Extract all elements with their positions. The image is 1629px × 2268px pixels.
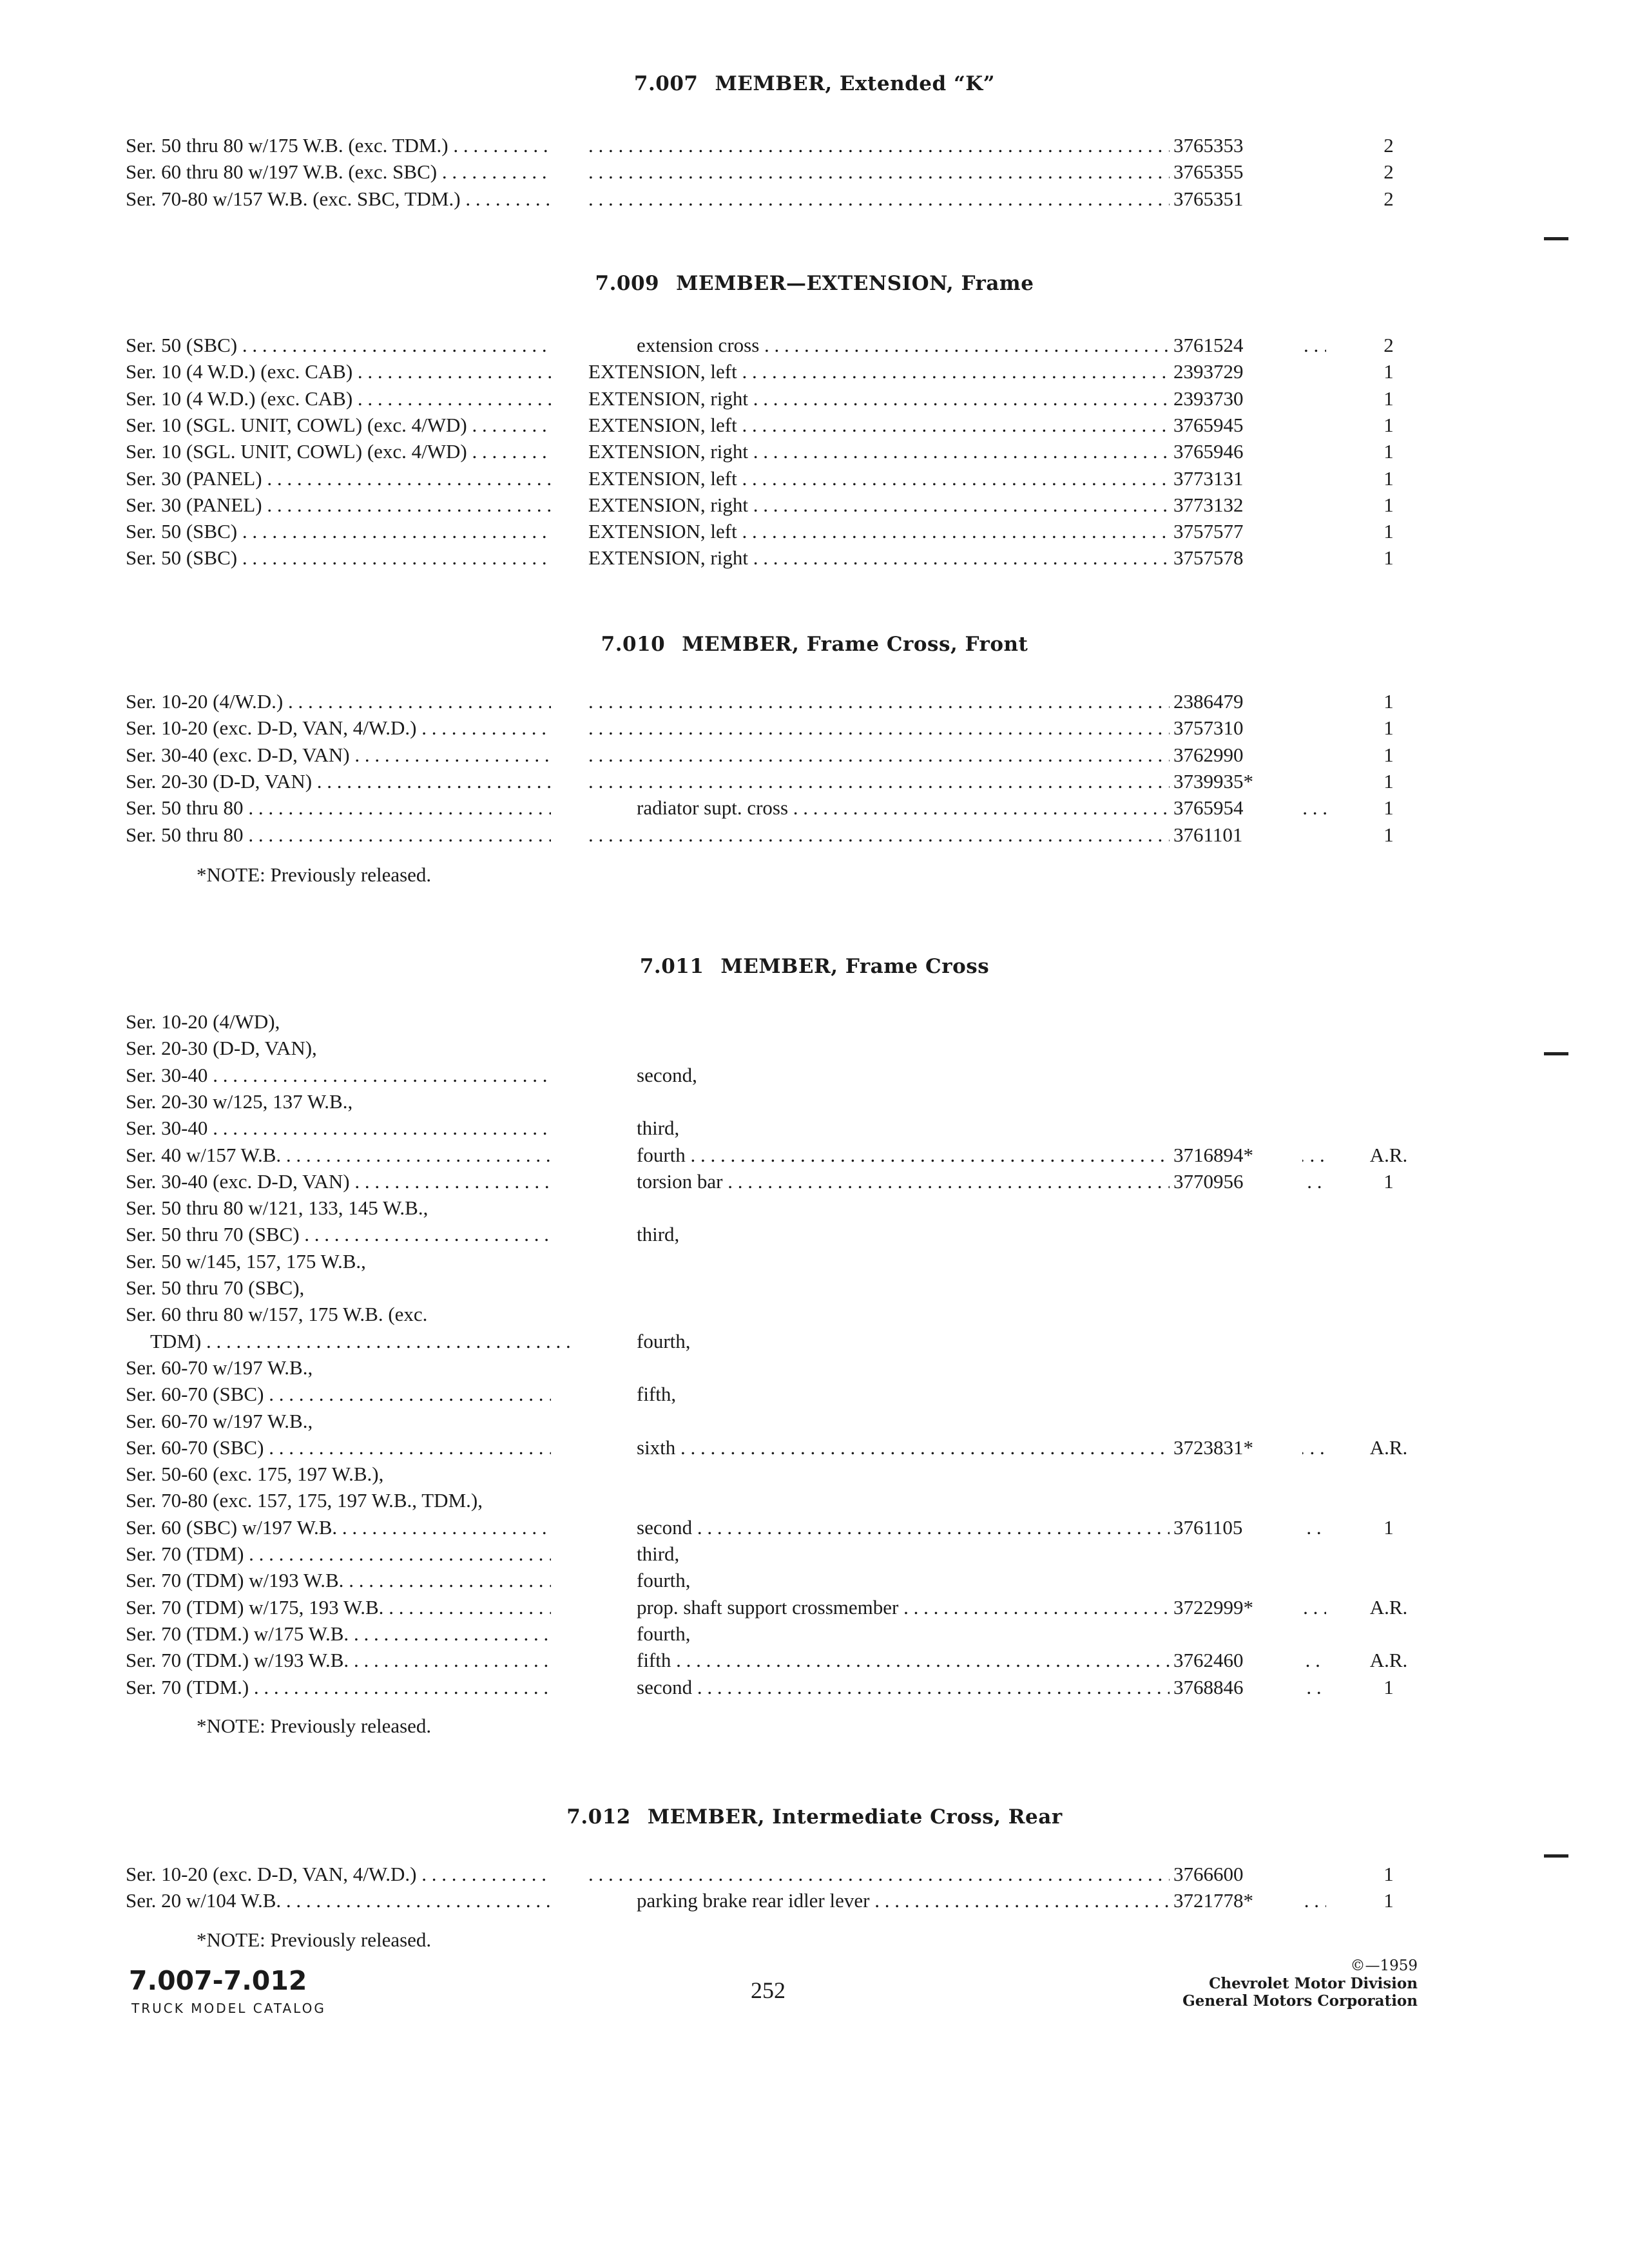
section-number: 7.009: [595, 272, 660, 295]
series-cell: Ser. 10-20 (exc. D-D, VAN, 4/W.D.) . . .: [126, 1861, 551, 1887]
quantity-cell: A.R.: [1369, 1595, 1408, 1619]
description-cell: third,: [637, 1117, 680, 1140]
table-row: [126, 768, 1414, 794]
series-cell: Ser. 30-40 . . .: [126, 1062, 551, 1088]
series-cell: Ser. 20-30 w/125, 137 W.B.,: [126, 1090, 353, 1113]
quantity-cell: A.R.: [1369, 1143, 1408, 1166]
table-row: [126, 1195, 1414, 1221]
series-cell: Ser. 70 (TDM) w/175, 193 W.B. . . .: [126, 1594, 551, 1620]
series-cell: Ser. 10-20 (4/WD),: [126, 1010, 280, 1033]
description-cell: fifth,: [637, 1383, 677, 1406]
table-row: [126, 1674, 1414, 1700]
description-cell: EXTENSION, right . . .: [588, 385, 1278, 412]
table-row: [126, 1142, 1414, 1168]
quantity-cell: 1: [1383, 520, 1394, 543]
table-row: [126, 1221, 1414, 1247]
part-number-cell: 2393729: [1170, 358, 1302, 385]
table-row: [126, 822, 1414, 848]
quantity-cell: 1: [1383, 1863, 1394, 1885]
series-cell: Ser. 60 thru 80 w/157, 175 W.B. (exc.: [126, 1303, 428, 1326]
quantity-cell: 2: [1383, 160, 1394, 184]
part-number-cell: 3765945: [1170, 412, 1302, 438]
series-cell: Ser. 20 w/104 W.B. . . .: [126, 1887, 551, 1914]
table-row: [126, 332, 1414, 358]
table-row: [126, 1168, 1414, 1195]
part-number-cell: 3723831*: [1170, 1434, 1302, 1461]
part-number-cell: 3739935*: [1170, 768, 1302, 794]
part-number-cell: 3773132: [1170, 492, 1302, 518]
section-heading: MEMBER, Intermediate Cross, Rear: [647, 1805, 1063, 1829]
description-cell: EXTENSION, left . . .: [588, 518, 1278, 544]
table-row: [126, 742, 1414, 768]
series-cell: Ser. 10-20 (4/W.D.) . . .: [126, 688, 551, 715]
section-title-7-011: [0, 955, 1629, 978]
table-row: [126, 794, 1414, 821]
part-number-cell: 3762990: [1170, 742, 1302, 768]
table-row: [126, 1008, 1414, 1035]
part-number-cell: 3716894*: [1170, 1142, 1302, 1168]
footer-section-code: 7.007-7.012: [129, 1965, 307, 1996]
table-row: [126, 1541, 1414, 1567]
section-number: 7.011: [639, 955, 704, 978]
table-row: [126, 1514, 1414, 1541]
series-cell: Ser. 70 (TDM) w/193 W.B. . . .: [126, 1567, 551, 1593]
table-row: [126, 132, 1414, 159]
table-row: [126, 715, 1414, 741]
series-cell: Ser. 50 thru 70 (SBC) . . .: [126, 1221, 551, 1247]
description-cell: fourth . . .: [637, 1142, 1326, 1168]
table-row: [126, 1647, 1414, 1673]
series-cell: Ser. 70 (TDM.) . . .: [126, 1674, 551, 1700]
table-row: [126, 186, 1414, 212]
table-row: [126, 1620, 1414, 1647]
part-number-cell: 3770956: [1170, 1168, 1302, 1195]
table-row: [126, 159, 1414, 185]
table-row: [126, 1301, 1414, 1327]
corporation-name: General Motors Corporation: [1182, 1992, 1418, 2010]
margin-mark: [1544, 237, 1568, 240]
quantity-cell: 1: [1383, 413, 1394, 436]
section-heading: MEMBER, Frame Cross, Front: [682, 633, 1028, 656]
section-heading: MEMBER, Extended “K”: [715, 72, 996, 95]
series-cell: Ser. 50 thru 80 . . .: [126, 822, 551, 848]
part-number-cell: 3765954: [1170, 794, 1302, 821]
description-cell: EXTENSION, right . . .: [588, 544, 1278, 571]
table-row: [126, 438, 1414, 465]
table-row: [126, 1487, 1414, 1514]
series-cell: Ser. 10-20 (exc. D-D, VAN, 4/W.D.) . . .: [126, 715, 551, 741]
part-number-cell: 3765355: [1170, 159, 1302, 185]
series-cell: Ser. 50 (SBC) . . .: [126, 332, 551, 358]
section-title-7-009: [0, 272, 1629, 295]
series-cell: Ser. 10 (SGL. UNIT, COWL) (exc. 4/WD) . . .: [126, 412, 551, 438]
series-cell: Ser. 70-80 w/157 W.B. (exc. SBC, TDM.) . . .: [126, 186, 551, 212]
description-cell: second,: [637, 1063, 697, 1086]
quantity-cell: 1: [1383, 440, 1394, 463]
series-cell: Ser. 40 w/157 W.B. . . .: [126, 1142, 551, 1168]
quantity-cell: 1: [1383, 690, 1394, 713]
quantity-cell: 1: [1383, 1675, 1394, 1698]
quantity-cell: 1: [1383, 387, 1394, 410]
copyright: ©—1959: [1350, 1957, 1418, 1974]
part-number-cell: 3757310: [1170, 715, 1302, 741]
quantity-cell: 1: [1383, 1889, 1394, 1912]
margin-mark: [1544, 1052, 1568, 1055]
quantity-cell: 2: [1383, 187, 1394, 210]
section-number: 7.007: [633, 72, 699, 95]
table-row: [126, 465, 1414, 492]
footer-publisher: [1083, 1957, 1418, 2010]
part-number-cell: 3762460: [1170, 1647, 1302, 1673]
quantity-cell: 1: [1383, 769, 1394, 793]
series-cell: Ser. 50 (SBC) . . .: [126, 518, 551, 544]
table-row: [126, 1274, 1414, 1301]
table-row: [126, 492, 1414, 518]
table-row: [126, 1594, 1414, 1620]
section-number: 7.012: [566, 1805, 631, 1829]
table-row: [126, 1461, 1414, 1487]
description-cell: sixth . . .: [637, 1434, 1326, 1461]
part-number-cell: 3766600: [1170, 1861, 1302, 1887]
table-row: [126, 1354, 1414, 1381]
description-cell: fourth,: [637, 1569, 691, 1592]
description-cell: fourth,: [637, 1622, 691, 1645]
series-cell: Ser. 20-30 (D-D, VAN) . . .: [126, 768, 551, 794]
table-row: [126, 1861, 1414, 1887]
series-cell: Ser. 50 thru 70 (SBC),: [126, 1276, 305, 1299]
page-number: 252: [751, 1977, 786, 2003]
table-row: [126, 1408, 1414, 1434]
series-cell: Ser. 60 thru 80 w/197 W.B. (exc. SBC) . . .: [126, 159, 551, 185]
quantity-cell: A.R.: [1369, 1649, 1408, 1672]
quantity-cell: 1: [1383, 716, 1394, 740]
series-cell: Ser. 70 (TDM) . . .: [126, 1541, 551, 1567]
quantity-cell: 2: [1383, 334, 1394, 356]
description-cell: EXTENSION, right . . .: [588, 438, 1278, 465]
quantity-cell: 1: [1383, 1515, 1394, 1539]
series-cell: Ser. 10 (4 W.D.) (exc. CAB) . . .: [126, 385, 551, 412]
table-row: [126, 518, 1414, 544]
table-row: [126, 1328, 1414, 1354]
description-cell: extension cross . . .: [637, 332, 1326, 358]
part-number-cell: 3761101: [1170, 822, 1302, 848]
series-cell: Ser. 30-40 (exc. D-D, VAN) . . .: [126, 742, 551, 768]
series-cell: Ser. 50 thru 80 . . .: [126, 794, 551, 821]
quantity-cell: 1: [1383, 1169, 1394, 1193]
series-cell: Ser. 30 (PANEL) . . .: [126, 465, 551, 492]
series-cell: Ser. 70 (TDM.) w/175 W.B. . . .: [126, 1620, 551, 1647]
series-cell: Ser. 70-80 (exc. 157, 175, 197 W.B., TDM.),: [126, 1489, 483, 1512]
footnote-7-011: *NOTE: Previously released.: [197, 1715, 432, 1737]
part-number-cell: 3722999*: [1170, 1594, 1302, 1620]
part-number-cell: 3765946: [1170, 438, 1302, 465]
description-cell: EXTENSION, left . . .: [588, 358, 1278, 385]
margin-mark: [1544, 1854, 1568, 1858]
section-heading: MEMBER, Frame Cross: [720, 955, 990, 978]
series-cell: Ser. 30 (PANEL) . . .: [126, 492, 551, 518]
series-cell: Ser. 30-40 (exc. D-D, VAN) . . .: [126, 1168, 551, 1195]
description-cell: third,: [637, 1542, 680, 1565]
description-cell: fifth . . .: [637, 1647, 1326, 1673]
table-row: [126, 1248, 1414, 1274]
division-name: Chevrolet Motor Division: [1209, 1975, 1418, 1992]
description-cell: second . . .: [637, 1674, 1326, 1700]
footnote-7-012: *NOTE: Previously released.: [197, 1928, 432, 1951]
series-cell: Ser. 60-70 (SBC) . . .: [126, 1381, 551, 1407]
description-cell: parking brake rear idler lever . . .: [637, 1887, 1326, 1914]
table-row: [126, 1887, 1414, 1914]
part-number-cell: 3765353: [1170, 132, 1302, 159]
table-row: [126, 544, 1414, 571]
description-cell: prop. shaft support crossmember . . .: [637, 1594, 1326, 1620]
table-row: [126, 385, 1414, 412]
description-cell: EXTENSION, right . . .: [588, 492, 1278, 518]
quantity-cell: 1: [1383, 743, 1394, 766]
table-row: [126, 1062, 1414, 1088]
quantity-cell: 2: [1383, 134, 1394, 157]
table-row: [126, 412, 1414, 438]
series-cell: Ser. 30-40 . . .: [126, 1115, 551, 1141]
part-number-cell: 3761105: [1170, 1514, 1302, 1541]
table-row: [126, 1035, 1414, 1061]
series-cell: Ser. 50 thru 80 w/175 W.B. (exc. TDM.) . . .: [126, 132, 551, 159]
section-title-7-007: [0, 72, 1629, 95]
description-cell: third,: [637, 1223, 680, 1246]
quantity-cell: 1: [1383, 493, 1394, 516]
series-cell: Ser. 60 (SBC) w/197 W.B. . . .: [126, 1514, 551, 1541]
series-cell: Ser. 20-30 (D-D, VAN),: [126, 1037, 317, 1060]
description-cell: second . . .: [637, 1514, 1326, 1541]
footer-catalog-name: TRUCK MODEL CATALOG: [131, 2001, 326, 2016]
series-cell: Ser. 50 w/145, 157, 175 W.B.,: [126, 1249, 366, 1273]
quantity-cell: 1: [1383, 466, 1394, 490]
part-number-cell: 2393730: [1170, 385, 1302, 412]
table-row: [126, 1434, 1414, 1461]
description-cell: EXTENSION, left . . .: [588, 412, 1278, 438]
description-cell: EXTENSION, left . . .: [588, 465, 1278, 492]
series-cell: Ser. 70 (TDM.) w/193 W.B. . . .: [126, 1647, 551, 1673]
series-cell: Ser. 60-70 w/197 W.B.,: [126, 1409, 313, 1432]
table-row: [126, 358, 1414, 385]
section-heading: MEMBER—EXTENSION, Frame: [676, 272, 1034, 295]
series-cell: TDM) . . .: [150, 1328, 575, 1354]
series-cell: Ser. 50 (SBC) . . .: [126, 544, 551, 571]
part-number-cell: 3768846: [1170, 1674, 1302, 1700]
quantity-cell: 1: [1383, 546, 1394, 570]
series-cell: Ser. 10 (SGL. UNIT, COWL) (exc. 4/WD) . . .: [126, 438, 551, 465]
series-cell: Ser. 60-70 (SBC) . . .: [126, 1434, 551, 1461]
table-row: [126, 1115, 1414, 1141]
series-cell: Ser. 10 (4 W.D.) (exc. CAB) . . .: [126, 358, 551, 385]
part-number-cell: 3761524: [1170, 332, 1302, 358]
quantity-cell: 1: [1383, 796, 1394, 820]
part-number-cell: 3765351: [1170, 186, 1302, 212]
table-row: [126, 1567, 1414, 1593]
quantity-cell: A.R.: [1369, 1436, 1408, 1459]
part-number-cell: 3757578: [1170, 544, 1302, 571]
series-cell: Ser. 50 thru 80 w/121, 133, 145 W.B.,: [126, 1196, 429, 1220]
description-cell: fourth,: [637, 1329, 691, 1352]
quantity-cell: 1: [1383, 823, 1394, 846]
section-title-7-010: [0, 633, 1629, 656]
footnote-7-010: *NOTE: Previously released.: [197, 863, 432, 886]
quantity-cell: 1: [1383, 360, 1394, 383]
part-number-cell: 3757577: [1170, 518, 1302, 544]
part-number-cell: 2386479: [1170, 688, 1302, 715]
series-cell: Ser. 60-70 w/197 W.B.,: [126, 1356, 313, 1379]
description-cell: torsion bar . . .: [637, 1168, 1326, 1195]
table-row: [126, 1088, 1414, 1115]
section-title-7-012: [0, 1805, 1629, 1829]
section-number: 7.010: [601, 633, 666, 656]
table-row: [126, 688, 1414, 715]
table-row: [126, 1381, 1414, 1407]
description-cell: radiator supt. cross . . .: [637, 794, 1326, 821]
part-number-cell: 3773131: [1170, 465, 1302, 492]
series-cell: Ser. 50-60 (exc. 175, 197 W.B.),: [126, 1463, 384, 1486]
part-number-cell: 3721778*: [1170, 1887, 1302, 1914]
